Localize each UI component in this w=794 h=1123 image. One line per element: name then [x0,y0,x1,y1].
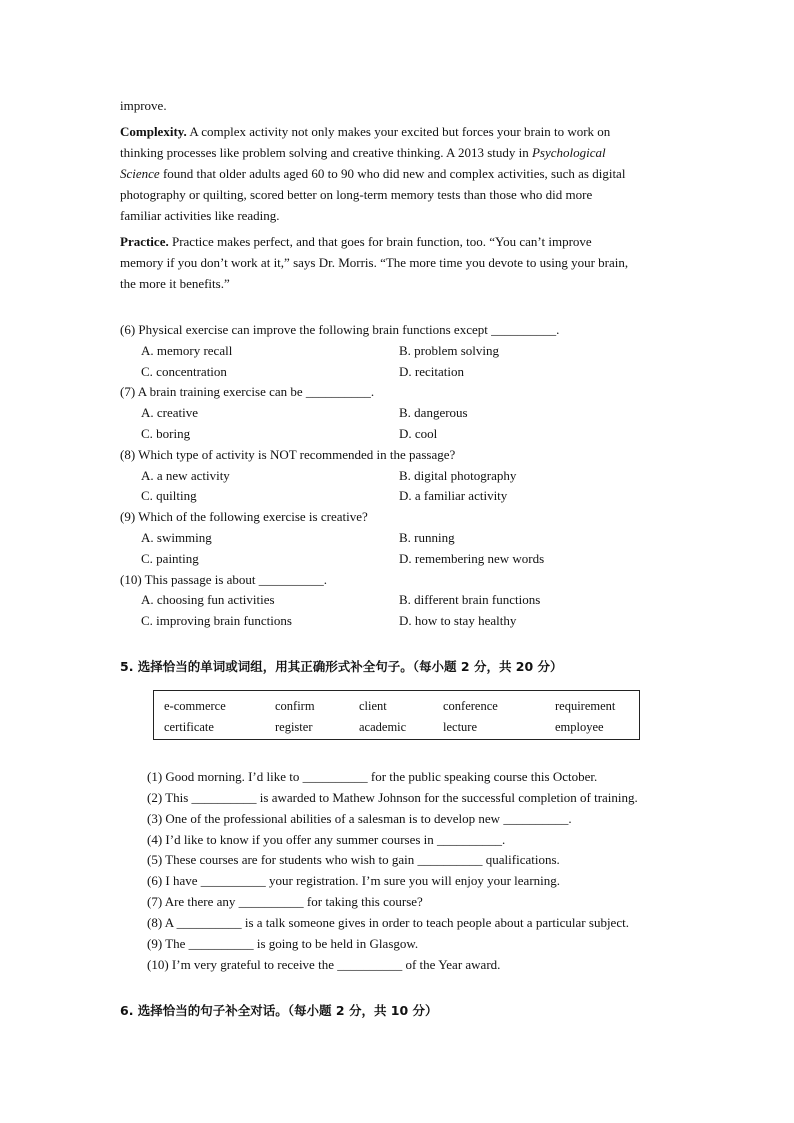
word-bank-item: client [359,699,387,713]
sentence-4: (4) I’d like to know if you offer any summer courses in __________. [147,832,506,847]
journal-name-part-1: Psychological [531,145,606,160]
sentence-7: (7) Are there any __________ for taking this course? [147,894,423,909]
question-10-stem: (10) This passage is about __________. [120,572,328,587]
complexity-text-1: A complex activity not only makes your excited but forces your brain to work on [186,124,611,139]
question-9-option-a: A. swimming [141,530,212,545]
question-6-stem: (6) Physical exercise can improve the following brain functions except __________. [120,322,560,337]
question-9-option-b: B. running [399,530,455,545]
question-8-option-a: A. a new activity [141,468,230,483]
section-5-heading: 5. 选择恰当的单词或词组，用其正确形式补全句子。（每小题 2 分，共 20 分） [120,659,563,674]
sentence-5: (5) These courses are for students who wish to gain __________ qualifications. [147,852,560,867]
question-6-option-b: B. problem solving [399,343,500,358]
sentence-8: (8) A __________ is a talk someone gives in order to teach people about a particular subject. [147,915,629,930]
question-7-option-a: A. creative [141,405,199,420]
question-10-option-d: D. how to stay healthy [399,613,517,628]
word-bank-item: lecture [443,720,478,734]
practice-label: Practice. [120,234,169,249]
question-8-option-d: D. a familiar activity [399,488,508,503]
sentence-3: (3) One of the professional abilities of a salesman is to develop new __________. [147,811,572,826]
word-bank-item: certificate [164,720,214,734]
word-bank-box [153,690,640,740]
question-9-stem: (9) Which of the following exercise is creative? [120,509,368,524]
sentence-10: (10) I’m very grateful to receive the __________ of the Year award. [147,957,501,972]
complexity-text-3: found that older adults aged 60 to 90 who did new and complex activities, such as digital [159,166,626,181]
question-8-option-b: B. digital photography [399,468,517,483]
complexity-paragraph-line-1 [120,124,610,140]
sentence-1: (1) Good morning. I’d like to __________ for the public speaking course this October. [147,769,598,784]
question-9-option-d: D. remembering new words [399,551,545,566]
question-7-option-b: B. dangerous [399,405,468,420]
complexity-paragraph-line-3 [120,166,625,182]
passage-continuation: improve. [120,98,167,113]
question-9-option-c: C. painting [141,551,199,566]
question-7-option-d: D. cool [399,426,438,441]
complexity-paragraph-line-4: photography or quilting, scored better on long-term memory tests than those who did more [120,187,593,202]
practice-paragraph-line-1 [120,234,592,250]
question-8-option-c: C. quilting [141,488,197,503]
practice-text-1: Practice makes perfect, and that goes for brain function, too. “You can’t improve [168,234,592,249]
word-bank-item: confirm [275,699,315,713]
journal-name-part-2: Science [120,166,160,181]
question-6-option-c: C. concentration [141,364,227,379]
complexity-text-2: thinking processes like problem solving and creative thinking. A 2013 study in [120,145,532,160]
complexity-paragraph-line-5: familiar activities like reading. [120,208,280,223]
word-bank-item: conference [443,699,498,713]
word-bank-item: employee [555,720,604,734]
question-10-option-a: A. choosing fun activities [141,592,275,607]
word-bank-item: requirement [555,699,616,713]
sentence-2: (2) This __________ is awarded to Mathew Johnson for the successful completion of training. [147,790,638,805]
question-10-option-c: C. improving brain functions [141,613,292,628]
practice-paragraph-line-2: memory if you don’t work at it,” says Dr. Morris. “The more time you devote to using your brain, [120,255,629,270]
question-8-stem: (8) Which type of activity is NOT recommended in the passage? [120,447,456,462]
question-6-option-a: A. memory recall [141,343,233,358]
complexity-label: Complexity. [120,124,187,139]
question-6-option-d: D. recitation [399,364,464,379]
question-7-stem: (7) A brain training exercise can be __________. [120,384,375,399]
word-bank-item: e-commerce [164,699,226,713]
word-bank-item: academic [359,720,407,734]
section-6-heading: 6. 选择恰当的句子补全对话。（每小题 2 分，共 10 分） [120,1003,438,1018]
question-10-option-b: B. different brain functions [399,592,541,607]
question-7-option-c: C. boring [141,426,191,441]
practice-paragraph-line-3: the more it benefits.” [120,276,230,291]
word-bank-item: register [275,720,313,734]
sentence-9: (9) The __________ is going to be held in Glasgow. [147,936,419,951]
complexity-paragraph-line-2 [120,145,606,161]
sentence-6: (6) I have __________ your registration. I’m sure you will enjoy your learning. [147,873,561,888]
